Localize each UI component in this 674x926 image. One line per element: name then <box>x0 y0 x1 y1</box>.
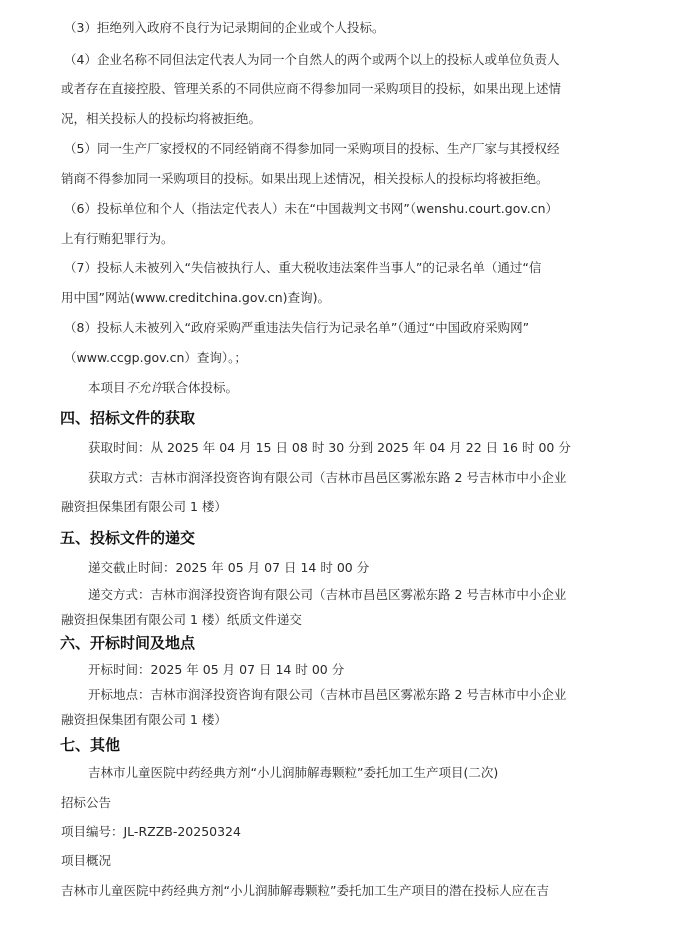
section-5-method-line-2: 融资担保集团有限公司 1 楼）纸质文件递交 <box>61 612 302 627</box>
criteria-item-4-line-2: 或者存在直接控股、管理关系的不同供应商不得参加同一采购项目的投标，如果出现上述情 <box>61 81 562 96</box>
section-6-place-line-1: 开标地点：吉林市润泽投资咨询有限公司（吉林市昌邑区雾凇东路 2 号吉林市中小企业 <box>88 687 567 702</box>
consortium-prefix: 本项目 <box>88 380 126 395</box>
section-4-method-line-2: 融资担保集团有限公司 1 楼） <box>61 499 227 514</box>
criteria-item-7-line-1: （7）投标人未被列入“失信被执行人、重大税收违法案件当事人”的记录名单（通过“信 <box>64 260 542 275</box>
criteria-item-6-line-1: （6）投标单位和个人（指法定代表人）未在“中国裁判文书网”（wenshu.court.gov.cn） <box>64 201 559 216</box>
criteria-item-7-line-2: 用中国”网站(www.creditchina.gov.cn)查询)。 <box>61 290 330 305</box>
section-7-overview-label: 项目概况 <box>61 853 112 868</box>
section-6-heading: 六、开标时间及地点 <box>60 634 196 652</box>
section-5-heading: 五、投标文件的递交 <box>60 529 196 547</box>
criteria-item-8-line-1: （8）投标人未被列入“政府采购严重违法失信行为记录名单”（通过“中国政府采购网” <box>64 320 530 335</box>
section-7-project-number: 项目编号：JL-RZZB-20250324 <box>61 824 241 839</box>
section-6-time: 开标时间：2025 年 05 月 07 日 14 时 00 分 <box>88 662 345 677</box>
criteria-item-4-line-1: （4）企业名称不同但法定代表人为同一个自然人的两个或两个以上的投标人或单位负责人 <box>64 52 560 67</box>
consortium-note <box>88 380 238 396</box>
section-5-method-line-1: 递交方式：吉林市润泽投资咨询有限公司（吉林市昌邑区雾凇东路 2 号吉林市中小企业 <box>88 587 567 602</box>
criteria-item-6-line-2: 上有行贿犯罪行为。 <box>61 231 174 246</box>
section-4-method-line-1: 获取方式：吉林市润泽投资咨询有限公司（吉林市昌邑区雾凇东路 2 号吉林市中小企业 <box>88 470 567 485</box>
section-7-announcement: 招标公告 <box>61 795 112 810</box>
criteria-item-5-line-1: （5）同一生产厂家授权的不同经销商不得参加同一采购项目的投标、生产厂家与其授权经 <box>64 141 560 156</box>
consortium-emphasis: 不允许 <box>125 380 164 395</box>
criteria-item-3: （3）拒绝列入政府不良行为记录期间的企业或个人投标。 <box>64 20 385 35</box>
section-6-place-line-2: 融资担保集团有限公司 1 楼） <box>61 712 227 727</box>
section-4-heading: 四、招标文件的获取 <box>60 409 196 427</box>
criteria-item-8-line-2: （www.ccgp.gov.cn）查询）。； <box>64 350 247 365</box>
consortium-suffix: 联合体投标。 <box>163 380 239 395</box>
section-5-deadline: 递交截止时间：2025 年 05 月 07 日 14 时 00 分 <box>88 560 370 575</box>
criteria-item-4-line-3: 况，相关投标人的投标均将被拒绝。 <box>61 111 262 126</box>
section-7-project-name: 吉林市儿童医院中药经典方剂“小儿润肺解毒颗粒”委托加工生产项目(二次) <box>88 765 499 780</box>
criteria-item-5-line-2: 销商不得参加同一采购项目的投标。如果出现上述情况，相关投标人的投标均将被拒绝。 <box>61 171 549 186</box>
section-4-time: 获取时间：从 2025 年 04 月 15 日 08 时 30 分到 2025 年 04 月 22 日 16 时 00 分 <box>88 440 571 455</box>
section-7-heading: 七、其他 <box>60 736 121 754</box>
section-7-overview-text: 吉林市儿童医院中药经典方剂“小儿润肺解毒颗粒”委托加工生产项目的潜在投标人应在吉 <box>61 883 549 898</box>
